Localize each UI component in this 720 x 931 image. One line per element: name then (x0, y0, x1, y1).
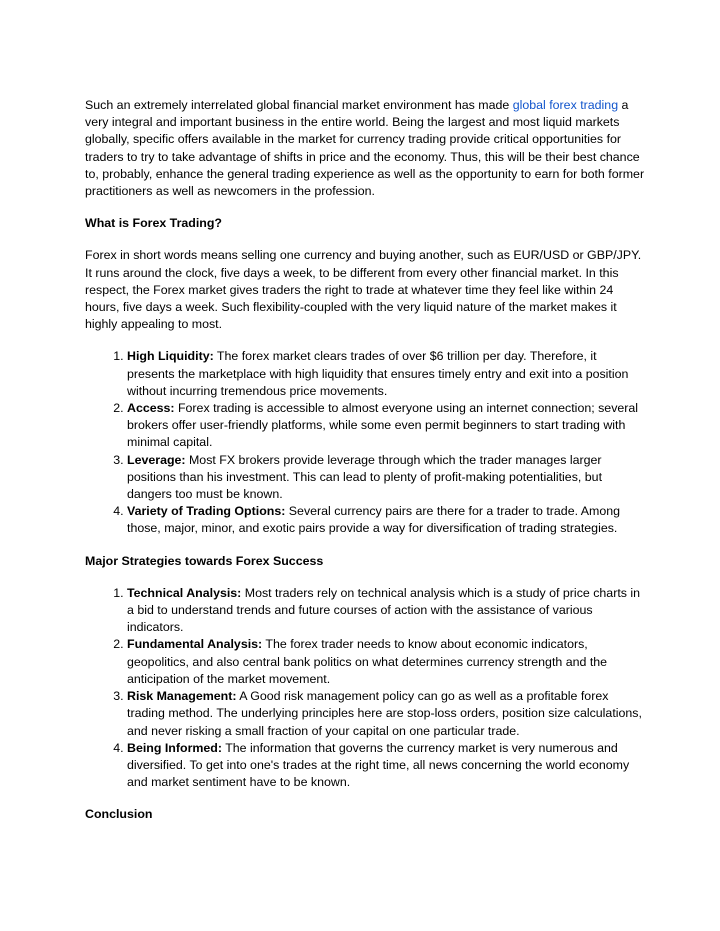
section1-paragraph: Forex in short words means selling one currency and buying another, such as EUR/USD or GBP/JPY. It runs around the clock, five days a week, to be different from every other financial market. In this respect, the Forex market gives traders the right to trade at whatever time they feel like within 24 hours, five days a week. Such flexibility-coupled with the very liquid nature of the market makes it highly appealing to most. (85, 248, 642, 332)
forex-features-list (85, 348, 645, 537)
list-item-text: A Good risk management policy can go as well as a profitable forex trading method. The underlying principles here are stop-loss orders, position size calculations, and never risking a small fraction of your capital on one particular trade. (127, 689, 642, 738)
list-item-text: Most traders rely on technical analysis which is a study of price charts in a bid to understand trends and future courses of action with the assistance of various indicators. (127, 585, 641, 635)
section-heading-conclusion: Conclusion (85, 807, 153, 822)
list-item-text: The forex trader needs to know about economic indicators, geopolitics, and also central bank politics on what determines currency strength and the anticipation of the market movement. (127, 637, 608, 686)
list-item (127, 585, 645, 637)
list-item (127, 688, 645, 740)
list-item-term: High Liquidity: (127, 349, 214, 364)
list-item (127, 348, 645, 400)
list-item-term: Leverage: (127, 452, 186, 467)
list-item-text: Several currency pairs are there for a trader to trade. Among those, major, minor, and exotic pairs provide a way for diversification of trading strategies. (127, 504, 621, 536)
intro-text-before-link: Such an extremely interrelated global financial market environment has made (85, 98, 513, 112)
section-heading-what-is-forex: What is Forex Trading? (85, 216, 222, 231)
list-item-term: Technical Analysis: (127, 585, 242, 600)
strategies-list (85, 585, 645, 791)
list-item-term: Fundamental Analysis: (127, 637, 263, 652)
list-item-term: Variety of Trading Options: (127, 504, 286, 519)
list-item (127, 636, 645, 688)
list-item-text: The forex market clears trades of over $6 trillion per day. Therefore, it presents the marketplace with high liquidity that ensures timely entry and exit into a position without incurring tremendous price movements. (127, 349, 629, 398)
intro-text-after-link: a very integral and important business in the entire world. Being the largest and most liquid markets globally, specific offers available in the market for currency trading provide critical opportunities for traders to try to take advantage of shifts in price and the economy. Thus, this will be their best chance to, probably, enhance the general trading experience as well as the opportunity to earn for both former practitioners as well as newcomers in the profession. (85, 98, 645, 199)
list-item-text: The information that governs the currency market is very numerous and diversified. To get into one's trades at the right time, all news concerning the world economy and market sentiment have to be known. (127, 740, 630, 790)
intro-paragraph (85, 97, 645, 200)
list-item-term: Access: (127, 401, 175, 416)
global-forex-trading-link[interactable]: global forex trading (512, 98, 619, 112)
list-item-term: Risk Management: (127, 689, 237, 704)
list-item-text: Most FX brokers provide leverage through which the trader manages larger positions than his investment. This can lead to plenty of profit-making potentialities, but dangers too must be known. (127, 452, 603, 502)
section-heading-major-strategies: Major Strategies towards Forex Success (85, 553, 324, 568)
list-item (127, 503, 645, 537)
list-item (127, 400, 645, 452)
document-page (85, 97, 645, 839)
list-item (127, 452, 645, 504)
list-item (127, 740, 645, 792)
list-item-text: Forex trading is accessible to almost everyone using an internet connection; several brokers offer user-friendly platforms, while some even permit beginners to start trading with minimal capital. (127, 401, 639, 450)
list-item-term: Being Informed: (127, 740, 222, 755)
